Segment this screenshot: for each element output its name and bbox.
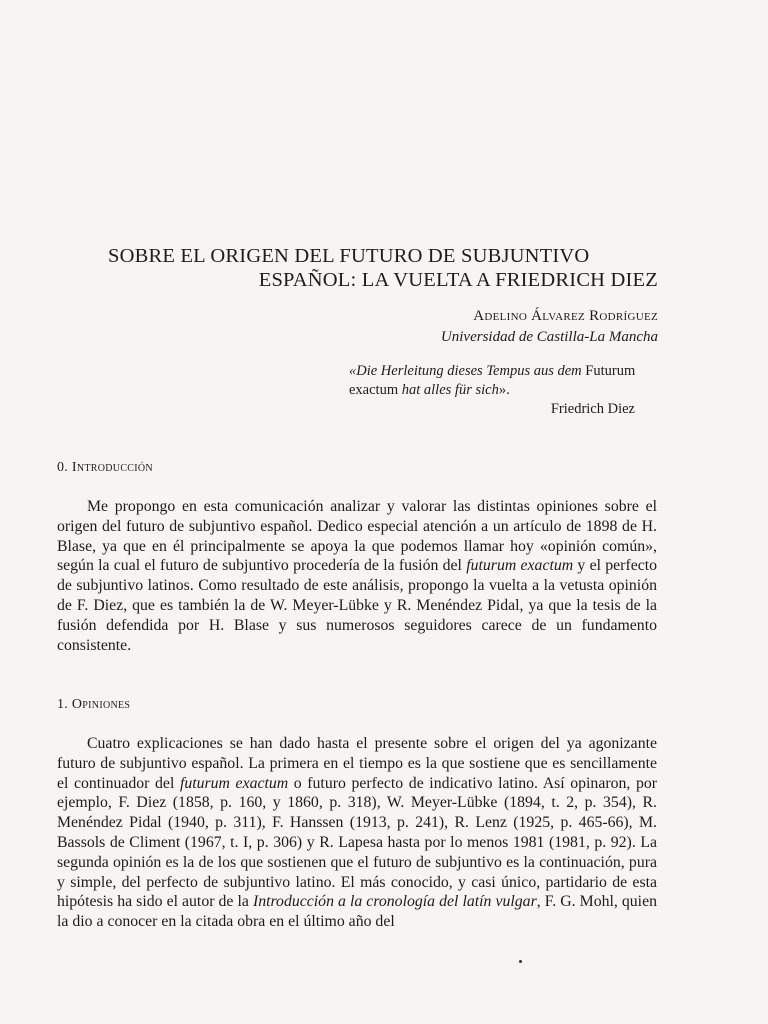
epigraph-quote-part-3: hat alles für sich bbox=[401, 382, 499, 398]
author-name: Adelino Álvarez Rodríguez bbox=[473, 308, 658, 324]
paragraph-opiniones bbox=[57, 734, 657, 932]
section-heading-introduccion: 0. Introducción bbox=[57, 460, 153, 475]
paragraph-introduccion bbox=[57, 497, 657, 655]
epigraph-quote-part-2: Futurum exactum bbox=[349, 363, 636, 398]
epigraph-attribution: Friedrich Diez bbox=[550, 401, 635, 417]
author-affiliation: Universidad de Castilla-La Mancha bbox=[440, 329, 658, 345]
para2-italic-futurum: futurum exactum bbox=[179, 774, 289, 792]
para2-text-1: Cuatro explicaciones se han dado hasta el presente sobre el origen del ya agonizante futuro de subjuntivo español. La primera en el tiempo es la que sostiene que es sencillamente el continuador del bbox=[57, 735, 657, 792]
scan-speck bbox=[519, 960, 522, 963]
para1-italic-futurum: futurum exactum bbox=[466, 557, 574, 575]
para2-italic-book-title: Introducción a la cronología del latín vulgar bbox=[252, 893, 537, 911]
para1-text-2: y el perfecto de subjuntivo latinos. Como resultado de este análisis, propongo la vuelta a la vetusta opinión de F. Diez, que es también la de W. Meyer-Lübke y R. Menéndez Pidal, ya que la tesis de la fusión defendida por H. Blase y sus numerosos seguidores carece de un fundamento consistente. bbox=[57, 557, 658, 654]
para2-text-2: o futuro perfecto de indicativo latino. Así opinaron, por ejemplo, F. Diez (1858, p. 160, y 1860, p. 318), W. Meyer-Lübke (1894, t. 2, p. 354), R. Menéndez Pidal (1940, p. 311), F. Hanssen (1913, p. 241), R. Lenz (1925, p. 465-66), M. Bassols de Climent (1967, t. I, p. 306) y R. Lapesa hasta por lo menos 1981 (1981, p. 92). La segunda opinión es la de los que sostienen que el futuro de subjuntivo es la continuación, pura y simple, del perfecto de subjuntivo latino. El más conocido, y casi único, partidario de esta hipótesis ha sido el autor de la bbox=[57, 774, 658, 911]
article-title bbox=[100, 244, 670, 292]
title-line-2: ESPAÑOL: LA VUELTA A FRIEDRICH DIEZ bbox=[258, 269, 658, 291]
para2-text-3: , F. G. Mohl, quien la dio a conocer en la citada obra en el último año del bbox=[57, 893, 657, 931]
section-heading-opiniones: 1. Opiniones bbox=[57, 697, 131, 712]
epigraph-quote-part-1: «Die Herleitung dieses Tempus aus dem bbox=[349, 363, 586, 379]
para1-text-1: Me propongo en esta comunicación analizar y valorar las distintas opiniones sobre el origen del futuro de subjuntivo español. Dedico especial atención a un artículo de 1898 de H. Blase, ya que en él principalmente se apoya la que podemos llamar hoy «opinión común», según la cual el futuro de subjuntivo procedería de la fusión del bbox=[57, 498, 657, 575]
title-line-1: SOBRE EL ORIGEN DEL FUTURO DE SUBJUNTIVO bbox=[108, 245, 590, 267]
epigraph-quote-part-4: ». bbox=[498, 382, 510, 398]
author-block bbox=[441, 306, 658, 348]
epigraph bbox=[349, 362, 659, 419]
